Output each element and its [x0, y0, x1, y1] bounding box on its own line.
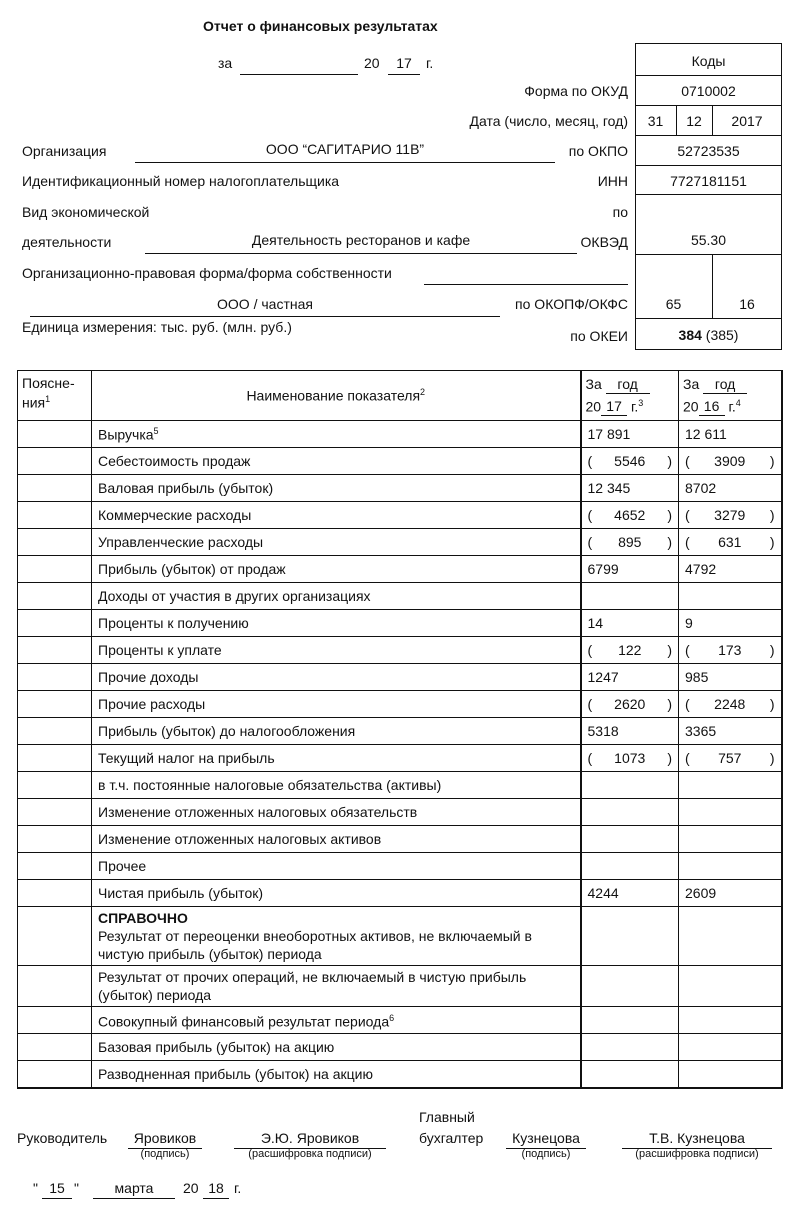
indicator-name-cell — [92, 664, 581, 691]
indicator-name: Проценты к получению — [98, 615, 249, 631]
col-notes-sup: 1 — [45, 394, 51, 404]
value: 2620 — [614, 696, 646, 712]
indicator-name-cell — [92, 1061, 581, 1089]
paren-open: ( — [685, 750, 690, 766]
current-year-cell — [581, 664, 679, 691]
okved-label-1: по — [612, 204, 628, 220]
financial-results-table — [17, 370, 783, 1089]
head-name: Э.Ю. Яровиков — [260, 1130, 360, 1146]
current-year-cell — [581, 475, 679, 502]
col-prev-sup: 4 — [735, 397, 741, 408]
date-day: 31 — [647, 113, 664, 129]
current-year-cell — [581, 610, 679, 637]
current-year-cell — [581, 1007, 679, 1034]
table-row — [18, 799, 782, 826]
sign-date-g: г. — [234, 1180, 242, 1196]
paren-close: ) — [667, 696, 672, 712]
col-cur-20: 20 — [585, 398, 602, 415]
value: 9 — [685, 615, 693, 631]
table-row — [18, 826, 782, 853]
previous-year-cell — [679, 583, 782, 610]
sign-date-year: 18 — [208, 1180, 224, 1196]
table-row — [18, 475, 782, 502]
current-year-cell — [581, 826, 679, 853]
previous-year-cell — [679, 691, 782, 718]
previous-year-cell — [679, 880, 782, 907]
table-row — [18, 637, 782, 664]
indicator-name: Коммерческие расходы — [98, 507, 252, 523]
date-month: 12 — [686, 113, 702, 129]
indicator-name-cell — [92, 1007, 581, 1034]
indicator-name: Чистая прибыль (убыток) — [98, 885, 264, 901]
previous-year-cell — [679, 556, 782, 583]
paren-close: ) — [769, 696, 775, 712]
paren-close: ) — [667, 750, 672, 766]
value: 17 891 — [587, 426, 631, 442]
col-prev-za: За — [683, 375, 700, 392]
okei-main: 384 — [678, 327, 702, 343]
col-prev-yy: 16 — [699, 397, 725, 416]
okei-label: по ОКЕИ — [570, 328, 628, 344]
indicator-name: Выручка — [98, 426, 154, 443]
col-name-sup: 2 — [420, 387, 426, 398]
indicator-name-cell — [92, 880, 581, 907]
previous-year-cell — [679, 907, 782, 966]
previous-year-cell — [679, 718, 782, 745]
okved-value: 55.30 — [690, 232, 727, 248]
value: 5318 — [587, 723, 619, 739]
previous-year-cell — [679, 1034, 782, 1061]
current-year-cell — [581, 502, 679, 529]
date-label: Дата (число, месяц, год) — [469, 113, 628, 129]
head-sign-caption: (подпись) — [140, 1148, 190, 1160]
chief-sign-caption: (подпись) — [521, 1148, 571, 1160]
table-row — [18, 421, 782, 448]
previous-year-cell — [679, 421, 782, 448]
notes-cell — [18, 556, 92, 583]
paren-open: ( — [685, 642, 690, 658]
indicator-name: Прибыль (убыток) до налогообложения — [98, 723, 356, 739]
previous-year-cell — [679, 853, 782, 880]
org-label: Организация — [22, 143, 107, 159]
okopf-value: 65 — [665, 296, 682, 312]
indicator-name-cell — [92, 1034, 581, 1061]
table-row — [18, 556, 782, 583]
current-year-cell — [581, 880, 679, 907]
value: 757 — [718, 750, 742, 766]
indicator-name: Базовая прибыль (убыток) на акцию — [98, 1039, 335, 1055]
reference-title: СПРАВОЧНО — [98, 910, 188, 926]
notes-cell — [18, 745, 92, 772]
notes-cell — [18, 583, 92, 610]
indicator-name-cell — [92, 772, 581, 799]
indicator-name: Валовая прибыль (убыток) — [98, 480, 274, 496]
indicator-name-cell — [92, 475, 581, 502]
value: 3279 — [714, 507, 746, 523]
paren-open: ( — [587, 642, 593, 658]
indicator-name: Изменение отложенных налоговых активов — [98, 831, 382, 847]
indicator-name: Изменение отложенных налоговых обязательств — [98, 804, 418, 820]
table-row — [18, 772, 782, 799]
notes-cell — [18, 826, 92, 853]
chief-name-caption: (расшифровка подписи) — [635, 1148, 759, 1160]
indicator-name: Прочие доходы — [98, 669, 199, 685]
col-prev-god: год — [703, 375, 747, 394]
head-signature: Яровиков — [133, 1130, 197, 1146]
paren-open: ( — [587, 507, 593, 523]
col-previous-header — [679, 371, 782, 421]
legal-form-value: ООО / частная — [217, 296, 313, 312]
col-cur-za: За — [585, 375, 602, 392]
reference-row — [18, 907, 782, 966]
sign-date-month: марта — [114, 1180, 154, 1196]
notes-cell — [18, 664, 92, 691]
date-open-quote: " — [33, 1180, 38, 1196]
indicator-name-cell — [92, 421, 581, 448]
indicator-name-cell — [92, 826, 581, 853]
notes-cell — [18, 799, 92, 826]
value: 895 — [618, 534, 642, 550]
indicator-name-cell — [92, 718, 581, 745]
org-value: ООО “САГИТАРИО 11В” — [265, 141, 425, 157]
period-year-prefix: 20 — [364, 55, 380, 71]
table-row — [18, 583, 782, 610]
activity-value: Деятельность ресторанов и кафе — [251, 232, 471, 248]
okei-alt: (385) — [705, 327, 739, 343]
sign-date-year-prefix: 20 — [183, 1180, 199, 1196]
indicator-footnote: 5 — [153, 425, 159, 436]
sign-date-day: 15 — [49, 1180, 65, 1196]
inn-label: Идентификационный номер налогоплательщика — [22, 173, 340, 189]
okud-value: 0710002 — [681, 83, 736, 99]
paren-open: ( — [587, 696, 593, 712]
previous-year-cell — [679, 475, 782, 502]
notes-cell — [18, 772, 92, 799]
reference-row — [18, 966, 782, 1007]
table-row — [18, 610, 782, 637]
paren-close: ) — [769, 750, 775, 766]
paren-close: ) — [769, 642, 775, 658]
period-g-label: г. — [426, 55, 434, 71]
indicator-name: Совокупный финансовый результат периода — [98, 1013, 390, 1030]
notes-cell — [18, 1034, 92, 1061]
previous-year-cell — [679, 1061, 782, 1089]
indicator-footnote: 6 — [389, 1013, 395, 1024]
okpo-label: по ОКПО — [568, 143, 628, 159]
reference-row — [18, 1061, 782, 1089]
paren-open: ( — [587, 453, 593, 469]
col-cur-god: год — [606, 375, 650, 394]
previous-year-cell — [679, 637, 782, 664]
notes-cell — [18, 1061, 92, 1089]
okfs-value: 16 — [739, 296, 755, 312]
table-row — [18, 691, 782, 718]
previous-year-cell — [679, 448, 782, 475]
indicator-name: Разводненная прибыль (убыток) на акцию — [98, 1066, 373, 1082]
notes-cell — [18, 718, 92, 745]
col-notes-text: Поясне-ния — [22, 375, 75, 411]
col-cur-sup: 3 — [638, 397, 644, 408]
head-name-caption: (расшифровка подписи) — [248, 1148, 372, 1160]
value: 3909 — [714, 453, 746, 469]
value: 3365 — [685, 723, 717, 739]
activity-label-2: деятельности — [22, 234, 112, 250]
report-title: Отчет о финансовых результатах — [203, 18, 438, 34]
notes-cell — [18, 502, 92, 529]
indicator-name: Результат от прочих операций, не включаемый в чистую прибыль (убыток) периода — [98, 969, 527, 1003]
previous-year-cell — [679, 772, 782, 799]
indicator-name: Проценты к уплате — [98, 642, 222, 658]
chief-label-1: Главный — [419, 1109, 475, 1125]
indicator-name: Прочее — [98, 858, 147, 874]
period-za-label: за — [218, 55, 233, 71]
chief-name: Т.В. Кузнецова — [649, 1130, 745, 1146]
value: 12 345 — [587, 480, 631, 496]
chief-signature: Кузнецова — [512, 1130, 580, 1146]
okei-value — [635, 327, 782, 343]
indicator-name: в т.ч. постоянные налоговые обязательства (активы) — [98, 777, 442, 793]
current-year-cell — [581, 853, 679, 880]
col-prev-20: 20 — [683, 398, 699, 415]
value: 2248 — [714, 696, 746, 712]
col-name-text: Наименование показателя — [246, 387, 421, 404]
table-row — [18, 529, 782, 556]
previous-year-cell — [679, 610, 782, 637]
okopf-label: по ОКОПФ/ОКФС — [515, 296, 628, 312]
indicator-name: Себестоимость продаж — [98, 453, 251, 469]
notes-cell — [18, 907, 92, 966]
period-year-line — [388, 74, 420, 75]
okpo-value: 52723535 — [677, 143, 740, 159]
table-row — [18, 502, 782, 529]
value: 1247 — [587, 669, 619, 685]
notes-cell — [18, 529, 92, 556]
table-row — [18, 664, 782, 691]
previous-year-cell — [679, 799, 782, 826]
previous-year-cell — [679, 502, 782, 529]
okud-label: Форма по ОКУД — [524, 83, 628, 99]
indicator-name-cell — [92, 502, 581, 529]
col-cur-g: г. — [630, 398, 639, 415]
value: 631 — [718, 534, 742, 550]
value: 2609 — [685, 885, 717, 901]
indicator-name-cell — [92, 799, 581, 826]
indicator-name-cell — [92, 745, 581, 772]
paren-open: ( — [587, 750, 593, 766]
reference-row — [18, 1034, 782, 1061]
indicator-name-cell — [92, 610, 581, 637]
date-close-quote: " — [74, 1180, 79, 1196]
indicator-name-cell — [92, 691, 581, 718]
col-notes-header — [18, 371, 92, 421]
paren-open: ( — [685, 696, 690, 712]
indicator-name: Прибыль (убыток) от продаж — [98, 561, 286, 577]
previous-year-cell — [679, 1007, 782, 1034]
paren-close: ) — [667, 453, 672, 469]
paren-close: ) — [769, 507, 775, 523]
head-label: Руководитель — [17, 1130, 108, 1146]
indicator-name: Прочие расходы — [98, 696, 206, 712]
paren-open: ( — [685, 507, 690, 523]
indicator-name-cell — [92, 556, 581, 583]
value: 5546 — [614, 453, 646, 469]
date-year: 2017 — [731, 113, 763, 129]
chief-label-2: бухгалтер — [419, 1130, 484, 1146]
value: 8702 — [685, 480, 717, 496]
value: 985 — [685, 669, 709, 685]
okved-label-2: ОКВЭД — [580, 234, 628, 250]
indicator-name: Результат от переоценки внеоборотных активов, не включаемый в чистую прибыль (убыток) периода — [98, 928, 532, 962]
value: 4792 — [685, 561, 717, 577]
table-row — [18, 718, 782, 745]
notes-cell — [18, 610, 92, 637]
current-year-cell — [581, 799, 679, 826]
notes-cell — [18, 853, 92, 880]
current-year-cell — [581, 421, 679, 448]
current-year-cell — [581, 1034, 679, 1061]
indicator-name-cell — [92, 448, 581, 475]
current-year-cell — [581, 1061, 679, 1089]
notes-cell — [18, 637, 92, 664]
current-year-cell — [581, 966, 679, 1007]
value: 4244 — [587, 885, 619, 901]
col-current-header — [581, 371, 679, 421]
legal-form-label: Организационно-правовая форма/форма собственности — [22, 265, 392, 281]
indicator-name-cell — [92, 966, 581, 1007]
notes-cell — [18, 1007, 92, 1034]
current-year-cell — [581, 745, 679, 772]
indicator-name-cell — [92, 637, 581, 664]
value: 122 — [618, 642, 642, 658]
current-year-cell — [581, 772, 679, 799]
col-cur-yy: 17 — [601, 397, 627, 416]
value: 12 611 — [685, 426, 727, 442]
current-year-cell — [581, 529, 679, 556]
indicator-name: Доходы от участия в других организациях — [98, 588, 371, 604]
current-year-cell — [581, 583, 679, 610]
notes-cell — [18, 475, 92, 502]
indicator-name: Текущий налог на прибыль — [98, 750, 275, 766]
value: 6799 — [587, 561, 619, 577]
paren-close: ) — [667, 507, 672, 523]
notes-cell — [18, 966, 92, 1007]
notes-cell — [18, 880, 92, 907]
paren-open: ( — [685, 453, 690, 469]
current-year-cell — [581, 637, 679, 664]
value: 14 — [587, 615, 604, 631]
inn-value: 7727181151 — [670, 173, 747, 189]
indicator-name: Управленческие расходы — [98, 534, 264, 550]
activity-label-1: Вид экономической — [22, 204, 150, 220]
value: 4652 — [614, 507, 646, 523]
col-name-header — [92, 371, 581, 421]
table-row — [18, 853, 782, 880]
unit-label: Единица измерения: тыс. руб. (млн. руб.) — [22, 319, 292, 335]
previous-year-cell — [679, 826, 782, 853]
indicator-name-cell — [92, 583, 581, 610]
table-row — [18, 448, 782, 475]
col-prev-g: г. — [728, 398, 736, 415]
indicator-name-cell — [92, 853, 581, 880]
paren-open: ( — [587, 534, 593, 550]
current-year-cell — [581, 907, 679, 966]
previous-year-cell — [679, 664, 782, 691]
paren-close: ) — [667, 534, 672, 550]
previous-year-cell — [679, 966, 782, 1007]
previous-year-cell — [679, 745, 782, 772]
period-year-suffix: 17 — [396, 55, 412, 71]
inn-code-label: ИНН — [597, 173, 628, 189]
table-row — [18, 880, 782, 907]
current-year-cell — [581, 556, 679, 583]
paren-close: ) — [769, 453, 775, 469]
codes-title: Коды — [691, 53, 726, 69]
notes-cell — [18, 421, 92, 448]
current-year-cell — [581, 718, 679, 745]
current-year-cell — [581, 448, 679, 475]
indicator-name-cell — [92, 529, 581, 556]
previous-year-cell — [679, 529, 782, 556]
indicator-name-cell — [92, 907, 581, 966]
paren-close: ) — [769, 534, 775, 550]
period-blank-line — [240, 74, 358, 75]
paren-close: ) — [667, 642, 672, 658]
reference-row — [18, 1007, 782, 1034]
notes-cell — [18, 691, 92, 718]
value: 1073 — [614, 750, 646, 766]
current-year-cell — [581, 691, 679, 718]
paren-open: ( — [685, 534, 690, 550]
value: 173 — [718, 642, 742, 658]
notes-cell — [18, 448, 92, 475]
table-row — [18, 745, 782, 772]
